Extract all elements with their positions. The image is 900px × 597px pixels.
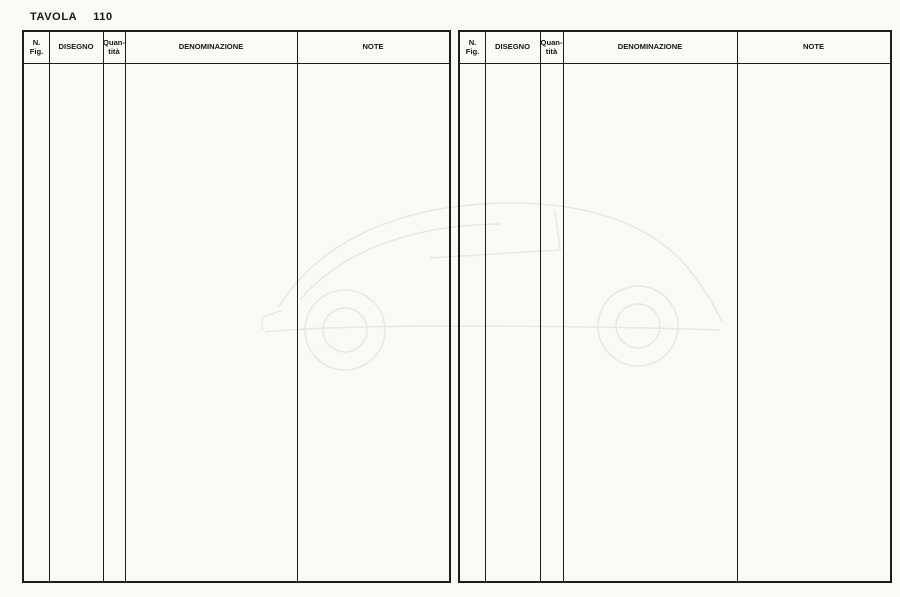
column-divider [103, 32, 104, 581]
column-header-note: NOTE [802, 42, 825, 52]
column-header-qty: Quan- tità [103, 37, 125, 56]
column-divider [49, 32, 50, 581]
table-body [460, 64, 890, 70]
column-header-disegno: DISEGNO [494, 42, 531, 52]
parts-table-right [458, 30, 892, 583]
column-divider [125, 32, 126, 581]
column-header-fig: N. Fig. [465, 37, 480, 56]
column-header-disegno: DISEGNO [58, 42, 94, 52]
column-header-denom: DENOMINAZIONE [178, 42, 244, 52]
column-header-fig: N. Fig. [29, 37, 44, 56]
parts-table-left [22, 30, 451, 583]
column-divider [737, 32, 738, 581]
page-number: 110 [93, 11, 113, 23]
column-divider [540, 32, 541, 581]
column-divider [563, 32, 564, 581]
column-divider [297, 32, 298, 581]
table-header [460, 32, 890, 63]
column-header-qty: Quan- tità [540, 37, 563, 56]
table-header [24, 32, 449, 63]
column-divider [485, 32, 486, 581]
column-header-denom: DENOMINAZIONE [617, 42, 683, 52]
table-body [24, 64, 449, 70]
column-header-note: NOTE [362, 42, 384, 52]
page-title [30, 11, 113, 23]
page-title-label: TAVOLA [30, 11, 78, 23]
